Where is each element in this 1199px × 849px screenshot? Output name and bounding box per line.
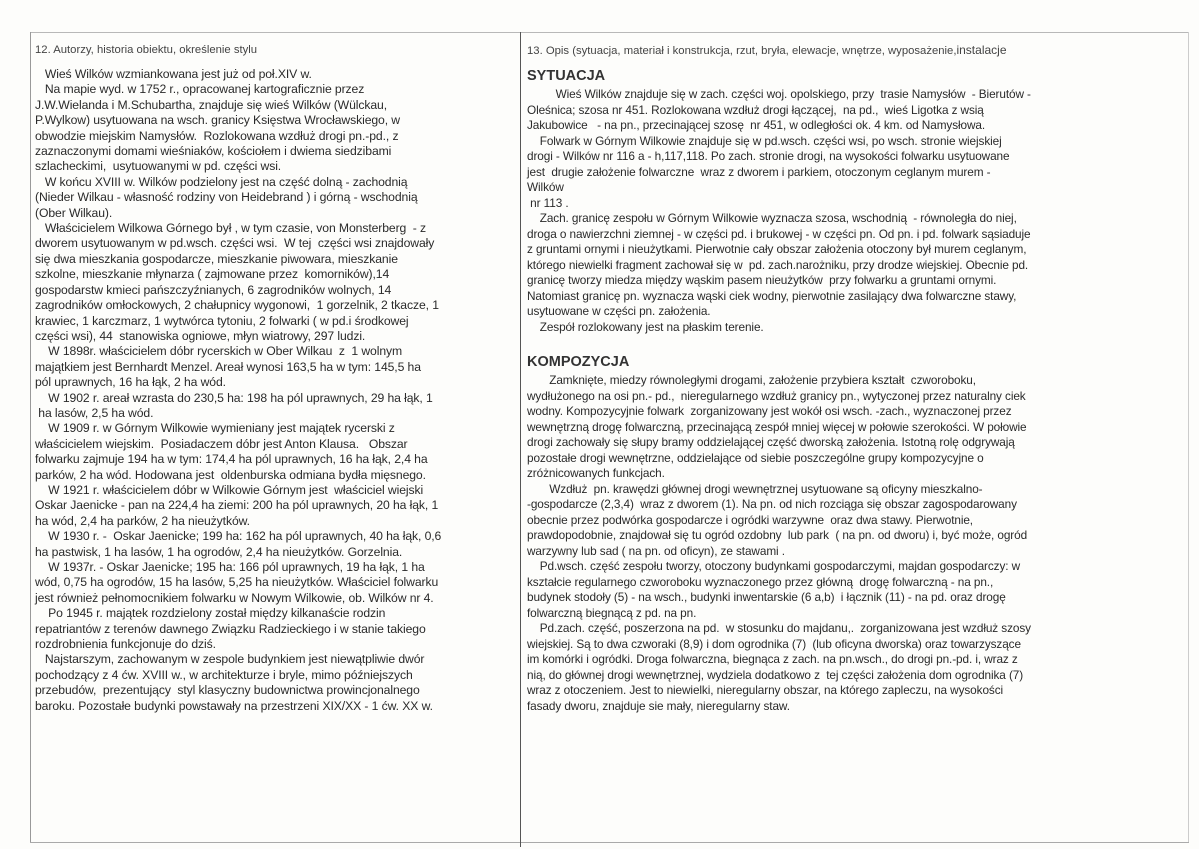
section-line: Jakubowice - na pn., przecinającej szosę nr 451, w odległości ok. 4 km. od Namysłowa.	[527, 118, 986, 132]
left-border	[30, 32, 31, 842]
history-line: W 1909 r. w Górnym Wilkowie wymieniany jest majątek rycerski z	[35, 421, 395, 436]
description-sections	[527, 67, 1147, 714]
section-line: -gospodarcze (2,3,4) wraz z dworem (1). Na pn. od nich rozciąga się obszar zagospodarowany	[527, 497, 1017, 511]
section-line: granicę tworzy miedza między wąskim pasem nieużytków przy folwarku a gruntami ornymi.	[527, 273, 997, 287]
history-line: folwarku zajmuje 194 ha w tym: 174,4 ha pól uprawnych, 16 ha łąk, 2,4 ha	[35, 452, 428, 467]
section-line: Wilków	[527, 180, 564, 194]
history-line: wód, 0,75 ha ogrodów, 15 ha lasów, 5,25 ha nieużytków. Właściciel folwarku	[35, 575, 439, 590]
section-line: nią, do głównej drogi wewnętrznej, wydziela dodatkowo z tej części założenia dom ogrodnika (7)	[527, 667, 1024, 682]
history-line: zaznaczonymi domami wieśniaków, kościołem i dwiema siedzibami	[35, 144, 392, 159]
section-line: fasady dworu, znajduje sie mały, nieregularny staw.	[527, 698, 790, 713]
history-line: majątkiem jest Bernhardt Menzel. Areał wynosi 163,5 ha w tym: 145,5 ha	[35, 359, 421, 374]
history-line: ha wód, 2,4 ha parków, 2 ha nieużytków.	[35, 513, 250, 528]
section-line: obecnie przez podwórka gospodarcze i ogródki warzywne oraz dwa stawy. Pierwotnie,	[527, 512, 973, 527]
right-border	[1188, 32, 1189, 842]
column-divider	[520, 32, 521, 847]
history-line: P.Wylkow) usytuowana na wsch. granicy Księstwa Wrocławskiego, w	[35, 113, 401, 128]
history-line: obwodzie miejskim Namysłów. Rozlokowana wzdłuż drogi pn.-pd., z	[35, 128, 399, 143]
section-line: Oleśnica; szosa nr 451. Rozlokowana wzdłuż drogi łączącej, na pd., wieś Ligotka z wsią	[527, 102, 984, 117]
section-line: droga o nawierzchni ziemnej - w części pd. i brukowej - w części pn. Od pn. i pd. folwark sąsiaduje	[527, 226, 1031, 241]
section-line: którego niewielki fragment zachował się w pd. zach.narożniku, przy drodze wiejskiej. Obecnie pd.	[527, 257, 1029, 272]
history-line: części wsi), 44 stanowiska ogniowe, młyn wiatrowy, 297 ludzi.	[35, 328, 366, 343]
description-column	[527, 42, 1147, 714]
history-line: baroku. Pozostałe budynki powstawały na przestrzeni XIX/XX - 1 ćw. XX w.	[35, 698, 433, 713]
section-line: usytuowane w części pn. założenia.	[527, 304, 711, 318]
top-border	[30, 32, 1189, 33]
history-line: ha pastwisk, 1 ha lasów, 1 ha ogrodów, 2,4 ha nieużytków. Gorzelnia.	[35, 544, 403, 559]
section-line: folwarczną biegnącą z pd. na pn.	[527, 605, 697, 620]
section-line: Pd.zach. część, poszerzona na pd. w stosunku do majdanu,. zorganizowana jest wzdłuż szosy	[527, 621, 1031, 635]
history-line: ha lasów, 2,5 ha wód.	[35, 405, 154, 420]
section-line: jest drugie założenie folwarczne wraz z dworem i parkiem, otoczonym ceglanym murem -	[527, 164, 991, 179]
history-line: repatriantów z terenów dawnego Związku Radzieckiego i w stanie takiego	[35, 621, 426, 636]
history-line: gospodarstw kmieci pańszczyźnianych, 6 zagrodników wolnych, 14	[35, 282, 392, 297]
section-line: wodny. Kompozycyjnie folwark zorganizowany jest wokół osi wsch. -zach., wyznaczonej przez	[527, 404, 1012, 418]
section-line: drogi zachowały się słupy bramy oddzielającej część dworską założenia. Istotną rolę odgrywają	[527, 435, 1015, 449]
section-line: Zamknięte, miedzy równoległymi drogami, założenie przybiera kształt czworoboku,	[527, 373, 976, 387]
history-line: Najstarszym, zachowanym w zespole budynkiem jest niewątpliwie dwór	[35, 652, 425, 667]
section-line: prawdopodobnie, znajdował się tu ogród ozdobny lub park ( na pn. od dworu) i, być może, ogród	[527, 528, 1028, 542]
history-line: Na mapie wyd. w 1752 r., opracowanej kartograficznie przez	[35, 82, 365, 97]
history-line: parków, 2 ha wód. Hodowana jest oldenburska odmiana bydła mięsnego.	[35, 467, 426, 482]
history-line: (Ober Wilkau).	[35, 205, 113, 220]
history-line: dworem usytuowanym w pd.wsch. części wsi. W tej części wsi znajdowały	[35, 236, 435, 251]
section-line: wiejskiej. Są to dwa czworaki (8,9) i dom ogrodnika (7) (lub oficyna dworska) oraz towarzyszące	[527, 636, 1021, 651]
history-line: W 1921 r. właścicielem dóbr w Wilkowie Górnym jest właściciel wiejski	[35, 482, 424, 497]
history-line: szlacheckimi, usytuowanymi w pd. części wsi.	[35, 159, 282, 174]
section-line: wraz z otoczeniem. Jest to niewielki, nieregularny obszar, na którego zapleczu, na wysokości	[527, 683, 1004, 697]
history-line: rozdrobnienia funkcjonuje do dziś.	[35, 637, 216, 652]
description-header-main: 13. Opis (sytuacja, materiał i konstrukcja, rzut, bryła, elewacje, wnętrze, wyposażenie,	[527, 45, 957, 57]
history-line: Po 1945 r. majątek rozdzielony został między kilkanaście rodzin	[35, 606, 386, 621]
section-title: SYTUACJA	[527, 68, 606, 84]
history-line: W 1902 r. areał wzrasta do 230,5 ha: 198 ha pól uprawnych, 29 ha łąk, 1	[35, 390, 433, 405]
history-line: Właścicielem Wilkowa Górnego był , w tym czasie, von Monsterberg - z	[35, 221, 427, 236]
history-line: (Nieder Wilkau - własność rodziny von Heidebrand ) i górną - wschodnią	[35, 190, 418, 205]
section-line: nr 113 .	[527, 195, 569, 210]
history-line: W 1898r. właścicielem dóbr rycerskich w Ober Wilkau z 1 wolnym	[35, 344, 403, 359]
history-line: szkolne, mieszkanie młynarza ( zajmowane przez komorników),14	[35, 267, 390, 282]
section-line: im komórki i ogródki. Droga folwarczna, biegnąca z zach. na pn.wsch., do drogi pn.-pd. i, wraz z	[527, 652, 1018, 666]
section-line: z gruntami ornymi i nieużytkami. Pierwotnie cały obszar założenia otoczony był murem ceglanym,	[527, 242, 1027, 256]
section-line: Folwark w Górnym Wilkowie znajduje się w pd.wsch. części wsi, po wsch. stronie wiejskiej	[527, 133, 1002, 148]
section-line: budynek stodoły (5) - na wsch., budynki inwentarskie (6 a,b) i łącznik (11) - na pd. oraz drogę	[527, 590, 1006, 604]
section-line: wewnętrzną drogę folwarczną, przecinającą zespół mniej więcej w połowie szerokości. W połowie	[527, 419, 1027, 434]
section-line: Pd.wsch. część zespołu tworzy, otoczony budynkami gospodarczymi, majdan gospodarczy: w	[527, 559, 1021, 573]
history-text	[35, 67, 515, 714]
section-line: kształcie regularnego czworoboku wyznaczonego przez główną drogę folwarczną - na pn.,	[527, 574, 994, 589]
description-header-tail: instalacje	[956, 43, 1007, 57]
section-gap	[527, 335, 1147, 345]
section-line: Zach. granicę zespołu w Górnym Wilkowie wyznacza szosa, wschodnią - równoległa do niej,	[527, 211, 1017, 225]
history-line: pól uprawnych, 16 ha łąk, 2 ha wód.	[35, 375, 226, 390]
history-line: Oskar Jaenicke - pan na 224,4 ha ziemi: 200 ha pól uprawnych, 20 ha łąk, 1	[35, 498, 439, 513]
history-line: właścicielem wiejskim. Posiadaczem dóbr jest Anton Klausa. Obszar	[35, 436, 408, 451]
history-header: 12. Autorzy, historia obiektu, określenie stylu	[35, 44, 258, 56]
section-line: Wzdłuż pn. krawędzi głównej drogi wewnętrznej usytuowane są oficyny mieszkalno-	[527, 481, 983, 496]
history-line: przebudów, prezentujący styl klasyczny budownictwa prowincjonalnego	[35, 683, 420, 698]
history-line: W 1930 r. - Oskar Jaenicke; 199 ha: 162 ha pól uprawnych, 40 ha łąk, 0,6	[35, 529, 442, 544]
history-line: zagrodników omłockowych, 2 chałupnicy wygonowi, 1 gorzelnik, 2 tkacze, 1	[35, 298, 439, 313]
history-line: Wieś Wilków wzmiankowana jest już od poł.XIV w.	[35, 67, 312, 81]
history-line: J.W.Wielanda i M.Schubartha, znajduje się wieś Wilków (Wülckau,	[35, 97, 388, 112]
history-line: pochodzący z 4 ćw. XVIII w., w architekturze i bryle, mimo późniejszych	[35, 667, 413, 682]
section-line: Wieś Wilków znajduje się w zach. części woj. opolskiego, przy trasie Namysłów - Bierutów -	[527, 87, 1031, 101]
history-line: W 1937r. - Oskar Jaenicke; 195 ha: 166 pól uprawnych, 19 ha łąk, 1 ha	[35, 560, 425, 574]
history-line: W końcu XVIII w. Wilków podzielony jest na część dolną - zachodnią	[35, 174, 408, 189]
history-line: jest również pełnomocnikiem folwarku w Nowym Wilkowie, ob. Wilków nr 4.	[35, 590, 434, 605]
bottom-border	[30, 842, 1189, 843]
description-header	[527, 42, 1147, 58]
section-line: drogi - Wilków nr 116 a - h,117,118. Po zach. stronie drogi, na wysokości folwarku usytuowane	[527, 149, 1010, 163]
history-line: krawiec, 1 karczmarz, 1 wytwórca tytoniu, 2 folwarki ( w pd.i środkowej	[35, 313, 409, 328]
section-title: KOMPOZYCJA	[527, 354, 630, 370]
section-line: pozostałe drogi wewnętrzne, oddzielające od siebie poszczególne grupy kompozycyjne o	[527, 450, 984, 465]
history-column	[35, 42, 515, 714]
section-line: wydłużonego na osi pn.- pd., nieregularnego wzdłuż granicy pn., wytyczonej przez naturalny ciek	[527, 388, 1026, 403]
section-line: Natomiast granicę pn. wyznacza wąski ciek wodny, pierwotnie zasilający dwa folwarczne stawy,	[527, 288, 1017, 303]
section-line: zróżnicowanych funkcjach.	[527, 466, 665, 480]
section-line: Zespół rozlokowany jest na płaskim terenie.	[527, 319, 764, 334]
section-line: warzywny lub sad ( na pn. od oficyn), ze stawami .	[527, 543, 785, 558]
history-line: się dwa mieszkania gospodarcze, mieszkanie piwowara, mieszkanie	[35, 251, 398, 266]
